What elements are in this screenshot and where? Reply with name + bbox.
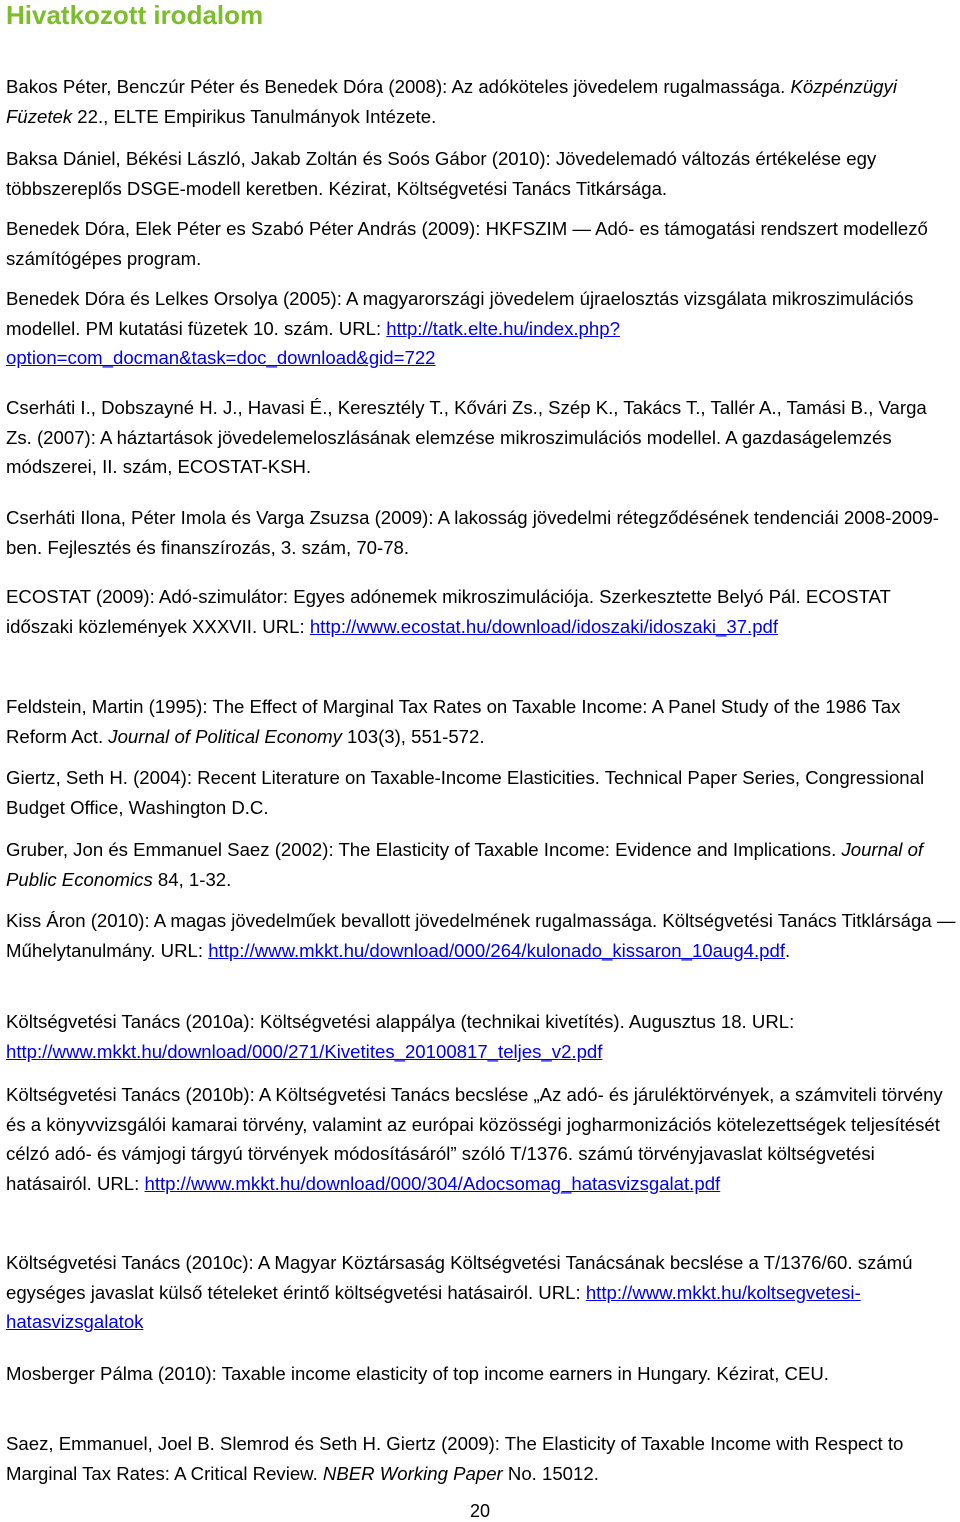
- reference-text: Giertz, Seth H. (2004): Recent Literature on Taxable-Income Elasticities. Technical Paper Series, Congressional Budget Office, Washington D.C.: [6, 767, 925, 818]
- reference-journal-title: Közpénzügyi Füzetek: [6, 76, 897, 127]
- reference-entry: [6, 214, 956, 273]
- reference-journal-title: Journal of Public Economics: [6, 839, 924, 890]
- reference-entry: [6, 906, 956, 965]
- reference-entry: [6, 503, 956, 562]
- reference-text: 103(3), 551-572.: [341, 725, 485, 747]
- reference-entry: [6, 393, 956, 482]
- reference-entry: [6, 1080, 956, 1198]
- reference-url-link[interactable]: http://www.mkkt.hu/download/000/271/Kivetites_20100817_teljes_v2.pdf: [6, 1040, 603, 1062]
- reference-entry: [6, 1248, 956, 1337]
- document-page: [6, 0, 956, 1484]
- reference-text: 22., ELTE Empirikus Tanulmányok Intézete.: [72, 105, 437, 127]
- reference-text: Baksa Dániel, Békési László, Jakab Zoltán és Soós Gábor (2010): Jövedelemadó változás értékelése egy többszereplős DSGE-modell keretben. Kézirat, Költségvetési Tanács Titkársága.: [6, 148, 877, 199]
- reference-text: No. 15012.: [502, 1462, 599, 1484]
- reference-text: .: [785, 939, 791, 961]
- reference-url-link[interactable]: http://www.ecostat.hu/download/idoszaki/idoszaki_37.pdf: [309, 615, 779, 637]
- reference-url-link[interactable]: http://www.mkkt.hu/download/000/304/Adocsomag_hatasvizsgalat.pdf: [144, 1172, 721, 1194]
- reference-entry: [6, 1007, 956, 1066]
- reference-text: Költségvetési Tanács (2010c): A Magyar Köztársaság Költségvetési Tanácsának becslése a T/1376/60. számú egységes javaslat külső tételeket érintő költségvetési hatásairól. URL:: [6, 1252, 913, 1303]
- reference-entry: [6, 835, 956, 894]
- reference-text: Költségvetési Tanács (2010a): Költségvetési alappálya (technikai kivetítés). Augusztus 18. URL:: [6, 1011, 795, 1032]
- reference-entry: [6, 692, 956, 751]
- reference-entry: [6, 763, 956, 822]
- reference-text: Cserháti Ilona, Péter Imola és Varga Zsuzsa (2009): A lakosság jövedelmi rétegződésének tendenciái 2008-2009-ben. Fejlesztés és finanszírozás, 3. szám, 70-78.: [6, 507, 939, 558]
- page-number: 20: [469, 1501, 491, 1521]
- reference-entry: [6, 582, 956, 641]
- reference-text: 84, 1-32.: [152, 868, 232, 890]
- reference-text: Költségvetési Tanács (2010b): A Költségvetési Tanács becslése „Az adó- és járuléktörvények, a számviteli törvény és a könyvvizsgálói kamarai törvény, valamint az európai közösségi jogharmonizációs kötelezettségek teljesítését célzó adó- és vámjogi tárgyú törvények módosításáról” szóló T/1376. számú törvényjavaslat költségvetési hatásairól. URL:: [6, 1084, 943, 1194]
- reference-text: Saez, Emmanuel, Joel B. Slemrod és Seth H. Giertz (2009): The Elasticity of Taxable Income with Respect to Marginal Tax Rates: A Critical Review.: [6, 1433, 904, 1484]
- reference-text: Cserháti I., Dobszayné H. J., Havasi É., Keresztély T., Kővári Zs., Szép K., Takács T., Tallér A., Tamási B., Varga Zs. (2007): A háztartások jövedelemeloszlásának elemzése mikroszimulációs modellel. A gazdaságelemzés módszerei, II. szám, ECOSTAT-KSH.: [6, 397, 927, 477]
- reference-text: Mosberger Pálma (2010): Taxable income elasticity of top income earners in Hungary. Kézirat, CEU.: [6, 1363, 829, 1384]
- reference-url-link[interactable]: http://www.mkkt.hu/koltsegvetesi-hatasvizsgalatok: [6, 1281, 861, 1332]
- reference-text: Kiss Áron (2010): A magas jövedelműek bevallott jövedelmének rugalmassága. Költségvetési Tanács Titklársága ― Műhelytanulmány. URL:: [6, 910, 956, 961]
- reference-text: Feldstein, Martin (1995): The Effect of Marginal Tax Rates on Taxable Income: A Panel Study of the 1986 Tax Reform Act.: [6, 696, 901, 747]
- reference-url-link[interactable]: http://www.mkkt.hu/download/000/264/kulonado_kissaron_10aug4.pdf: [208, 939, 786, 961]
- reference-text: Bakos Péter, Benczúr Péter és Benedek Dóra (2008): Az adóköteles jövedelem rugalmassága.: [6, 76, 791, 97]
- reference-text: Benedek Dóra és Lelkes Orsolya (2005): A magyarországi jövedelem újraelosztás vizsgálata mikroszimulációs modellel. PM kutatási füzetek 10. szám. URL:: [6, 288, 914, 339]
- reference-entry: [6, 144, 956, 203]
- reference-text: ECOSTAT (2009): Adó-szimulátor: Egyes adónemek mikroszimulációja. Szerkesztette Belyó Pál. ECOSTAT időszaki közlemények XXXVII. URL:: [6, 586, 891, 637]
- reference-url-link[interactable]: http://tatk.elte.hu/index.php?option=com_docman&task=doc_download&gid=722: [6, 317, 620, 368]
- reference-entry: [6, 1429, 956, 1488]
- reference-entry: [6, 284, 956, 373]
- reference-text: Gruber, Jon és Emmanuel Saez (2002): The Elasticity of Taxable Income: Evidence and Implications.: [6, 839, 842, 860]
- reference-journal-title: Journal of Political Economy: [108, 725, 342, 747]
- reference-text: Benedek Dóra, Elek Péter es Szabó Péter András (2009): HKFSZIM ― Adó- es támogatási rendszert modellező számítógépes program.: [6, 218, 928, 269]
- reference-journal-title: NBER Working Paper: [322, 1462, 503, 1484]
- reference-entry: [6, 1359, 956, 1389]
- reference-entry: [6, 72, 956, 131]
- section-heading: Hivatkozott irodalom: [6, 0, 264, 30]
